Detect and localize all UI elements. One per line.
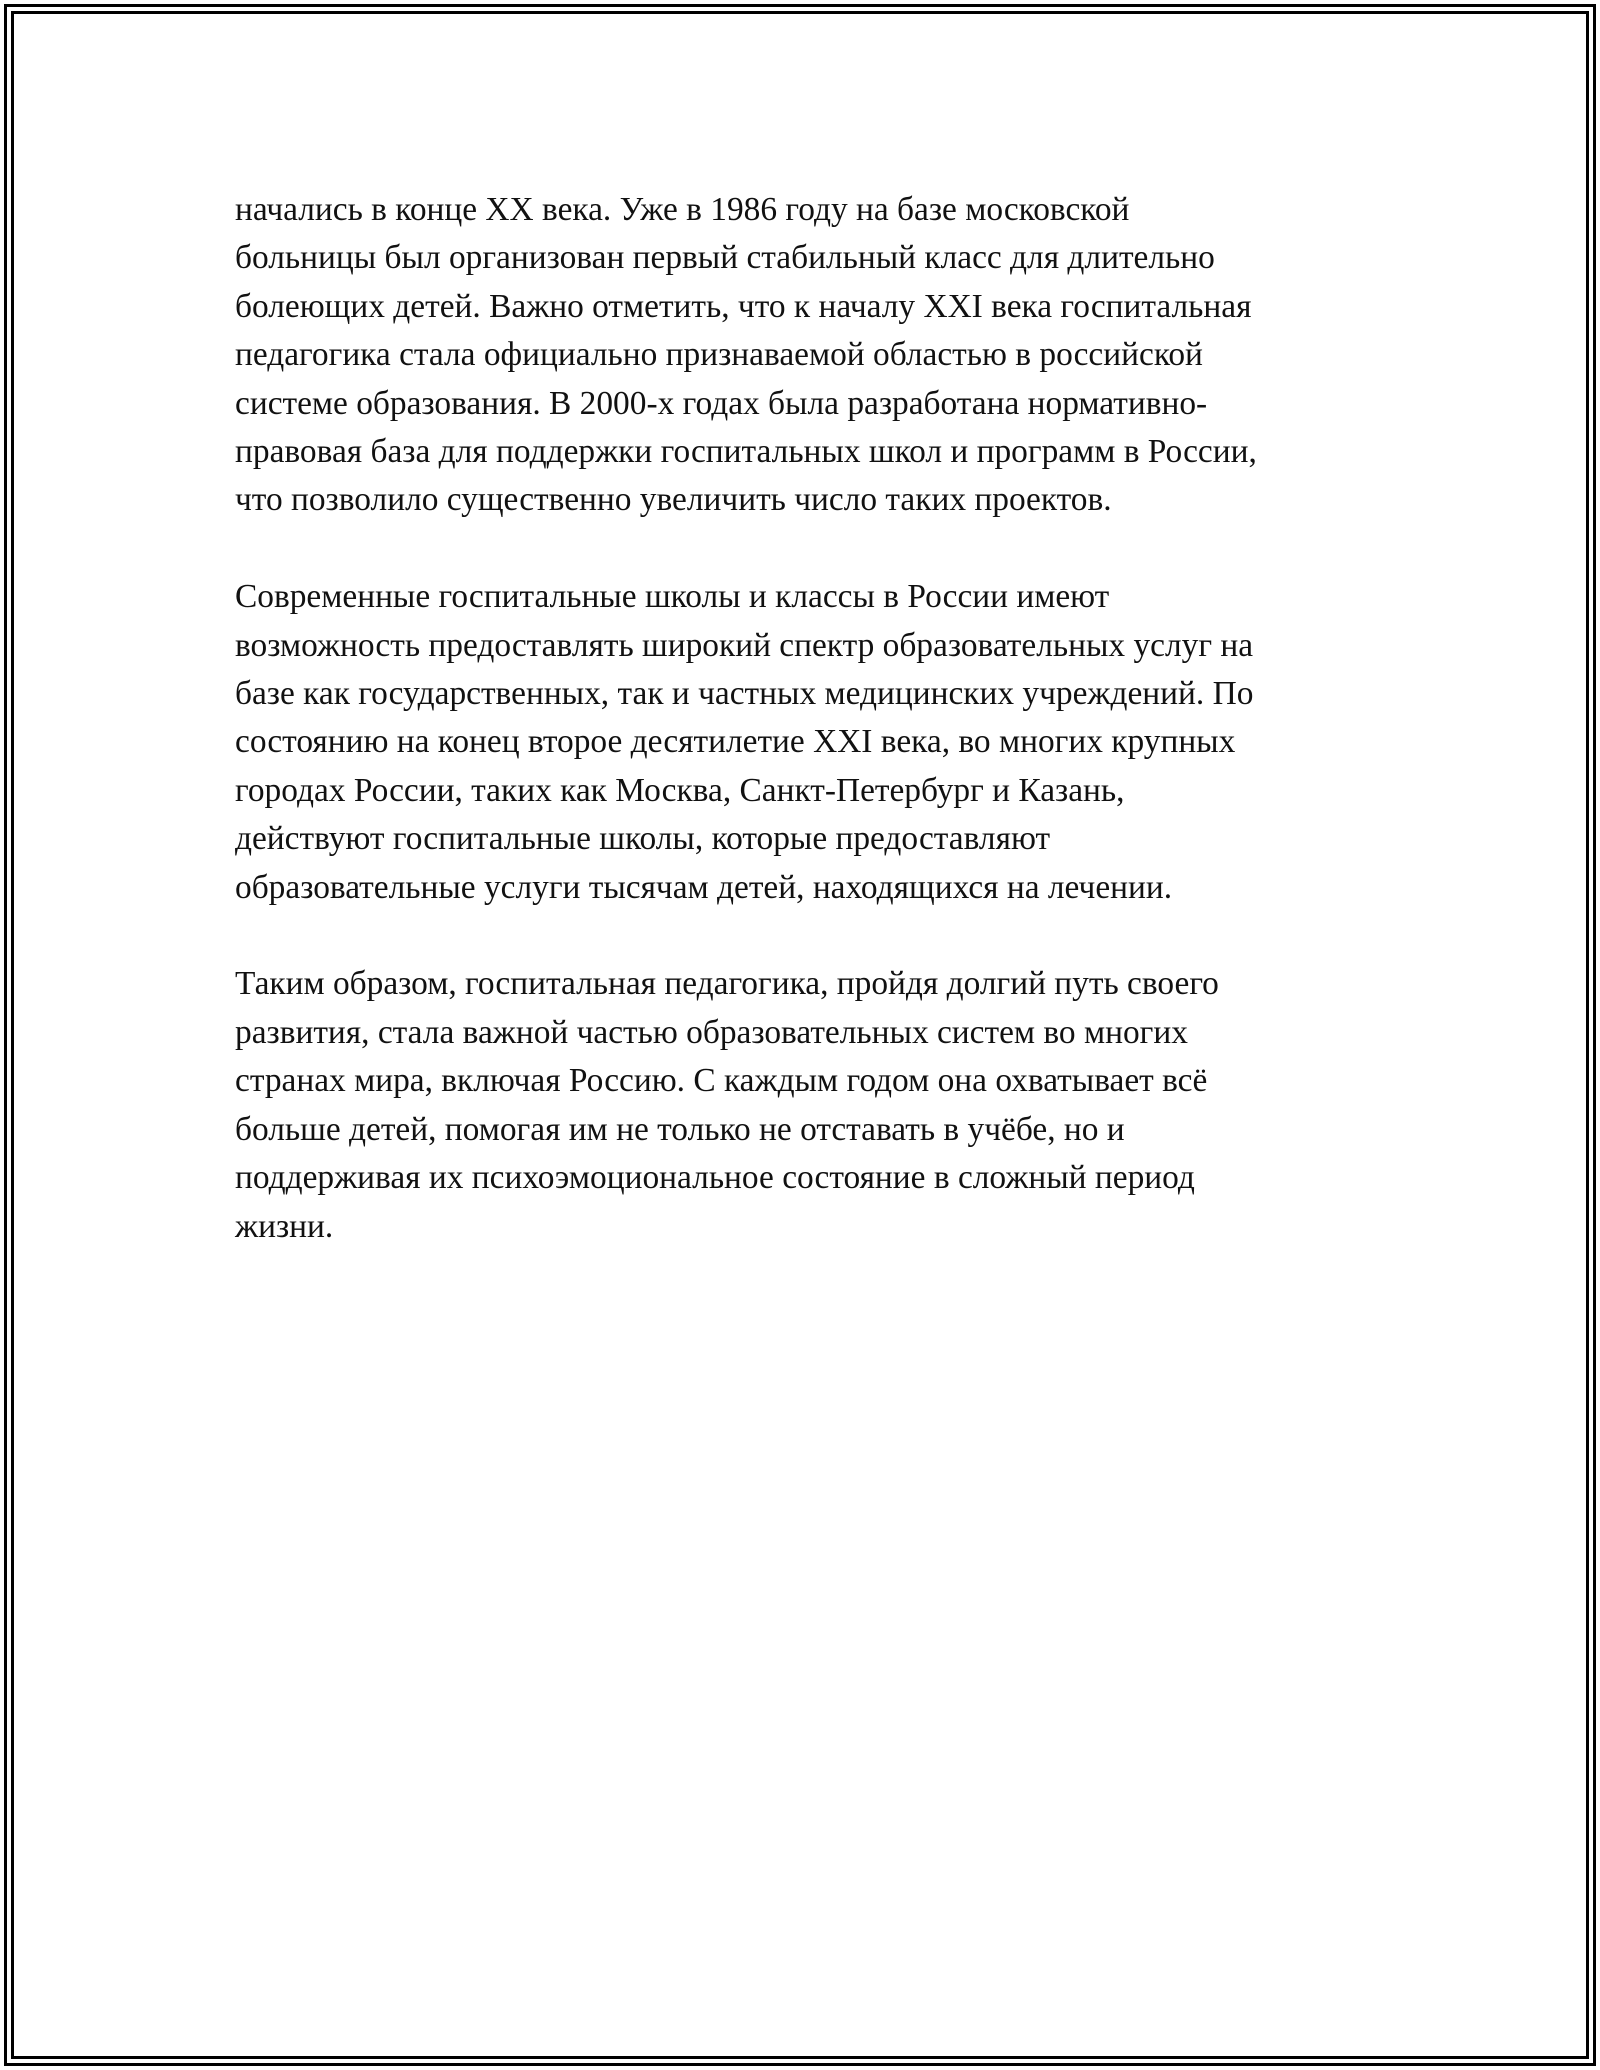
text-line: поддерживая их психоэмоциональное состояние в сложный период [235, 1159, 1195, 1197]
paragraph-1 [235, 186, 1375, 525]
text-line: больницы был организован первый стабильный класс для длительно [235, 239, 1215, 277]
text-line: начались в конце XX века. Уже в 1986 году на базе московской [235, 191, 1130, 228]
text-line: Современные госпитальные школы и классы в России имеют [235, 578, 1110, 616]
text-line: жизни. [235, 1207, 334, 1245]
page-body [235, 186, 1375, 1251]
text-line: Таким образом, госпитальная педагогика, пройдя долгий путь своего [235, 965, 1219, 1003]
text-line: развития, стала важной частью образовательных систем во многих [235, 1013, 1188, 1051]
text-line: городах России, таких как Москва, Санкт-Петербург и Казань, [235, 771, 1125, 809]
text-line: больше детей, помогая им не только не отставать в учёбе, но и [235, 1110, 1125, 1148]
text-line: правовая база для поддержки госпитальных школ и программ в России, [235, 433, 1257, 471]
text-line: системе образования. В 2000-х годах была разработана нормативно- [235, 384, 1208, 422]
text-line: действуют госпитальные школы, которые предоставляют [235, 820, 1051, 858]
text-line: болеющих детей. Важно отметить, что к началу XXI века госпитальная [235, 287, 1252, 325]
text-line: возможность предоставлять широкий спектр образовательных услуг на [235, 626, 1254, 664]
paragraph-3 [235, 960, 1375, 1250]
text-line: образовательные услуги тысячам детей, находящихся на лечении. [235, 868, 1173, 906]
text-line: базе как государственных, так и частных медицинских учреждений. По [235, 675, 1254, 713]
text-line: педагогика стала официально признаваемой областью в российской [235, 336, 1203, 374]
text-line: что позволило существенно увеличить число таких проектов. [235, 481, 1112, 519]
paragraph-2 [235, 573, 1375, 912]
text-line: странах мира, включая Россию. С каждым годом она охватывает всё [235, 1062, 1208, 1100]
text-line: состоянию на конец второе десятилетие XXI века, во многих крупных [235, 723, 1236, 761]
